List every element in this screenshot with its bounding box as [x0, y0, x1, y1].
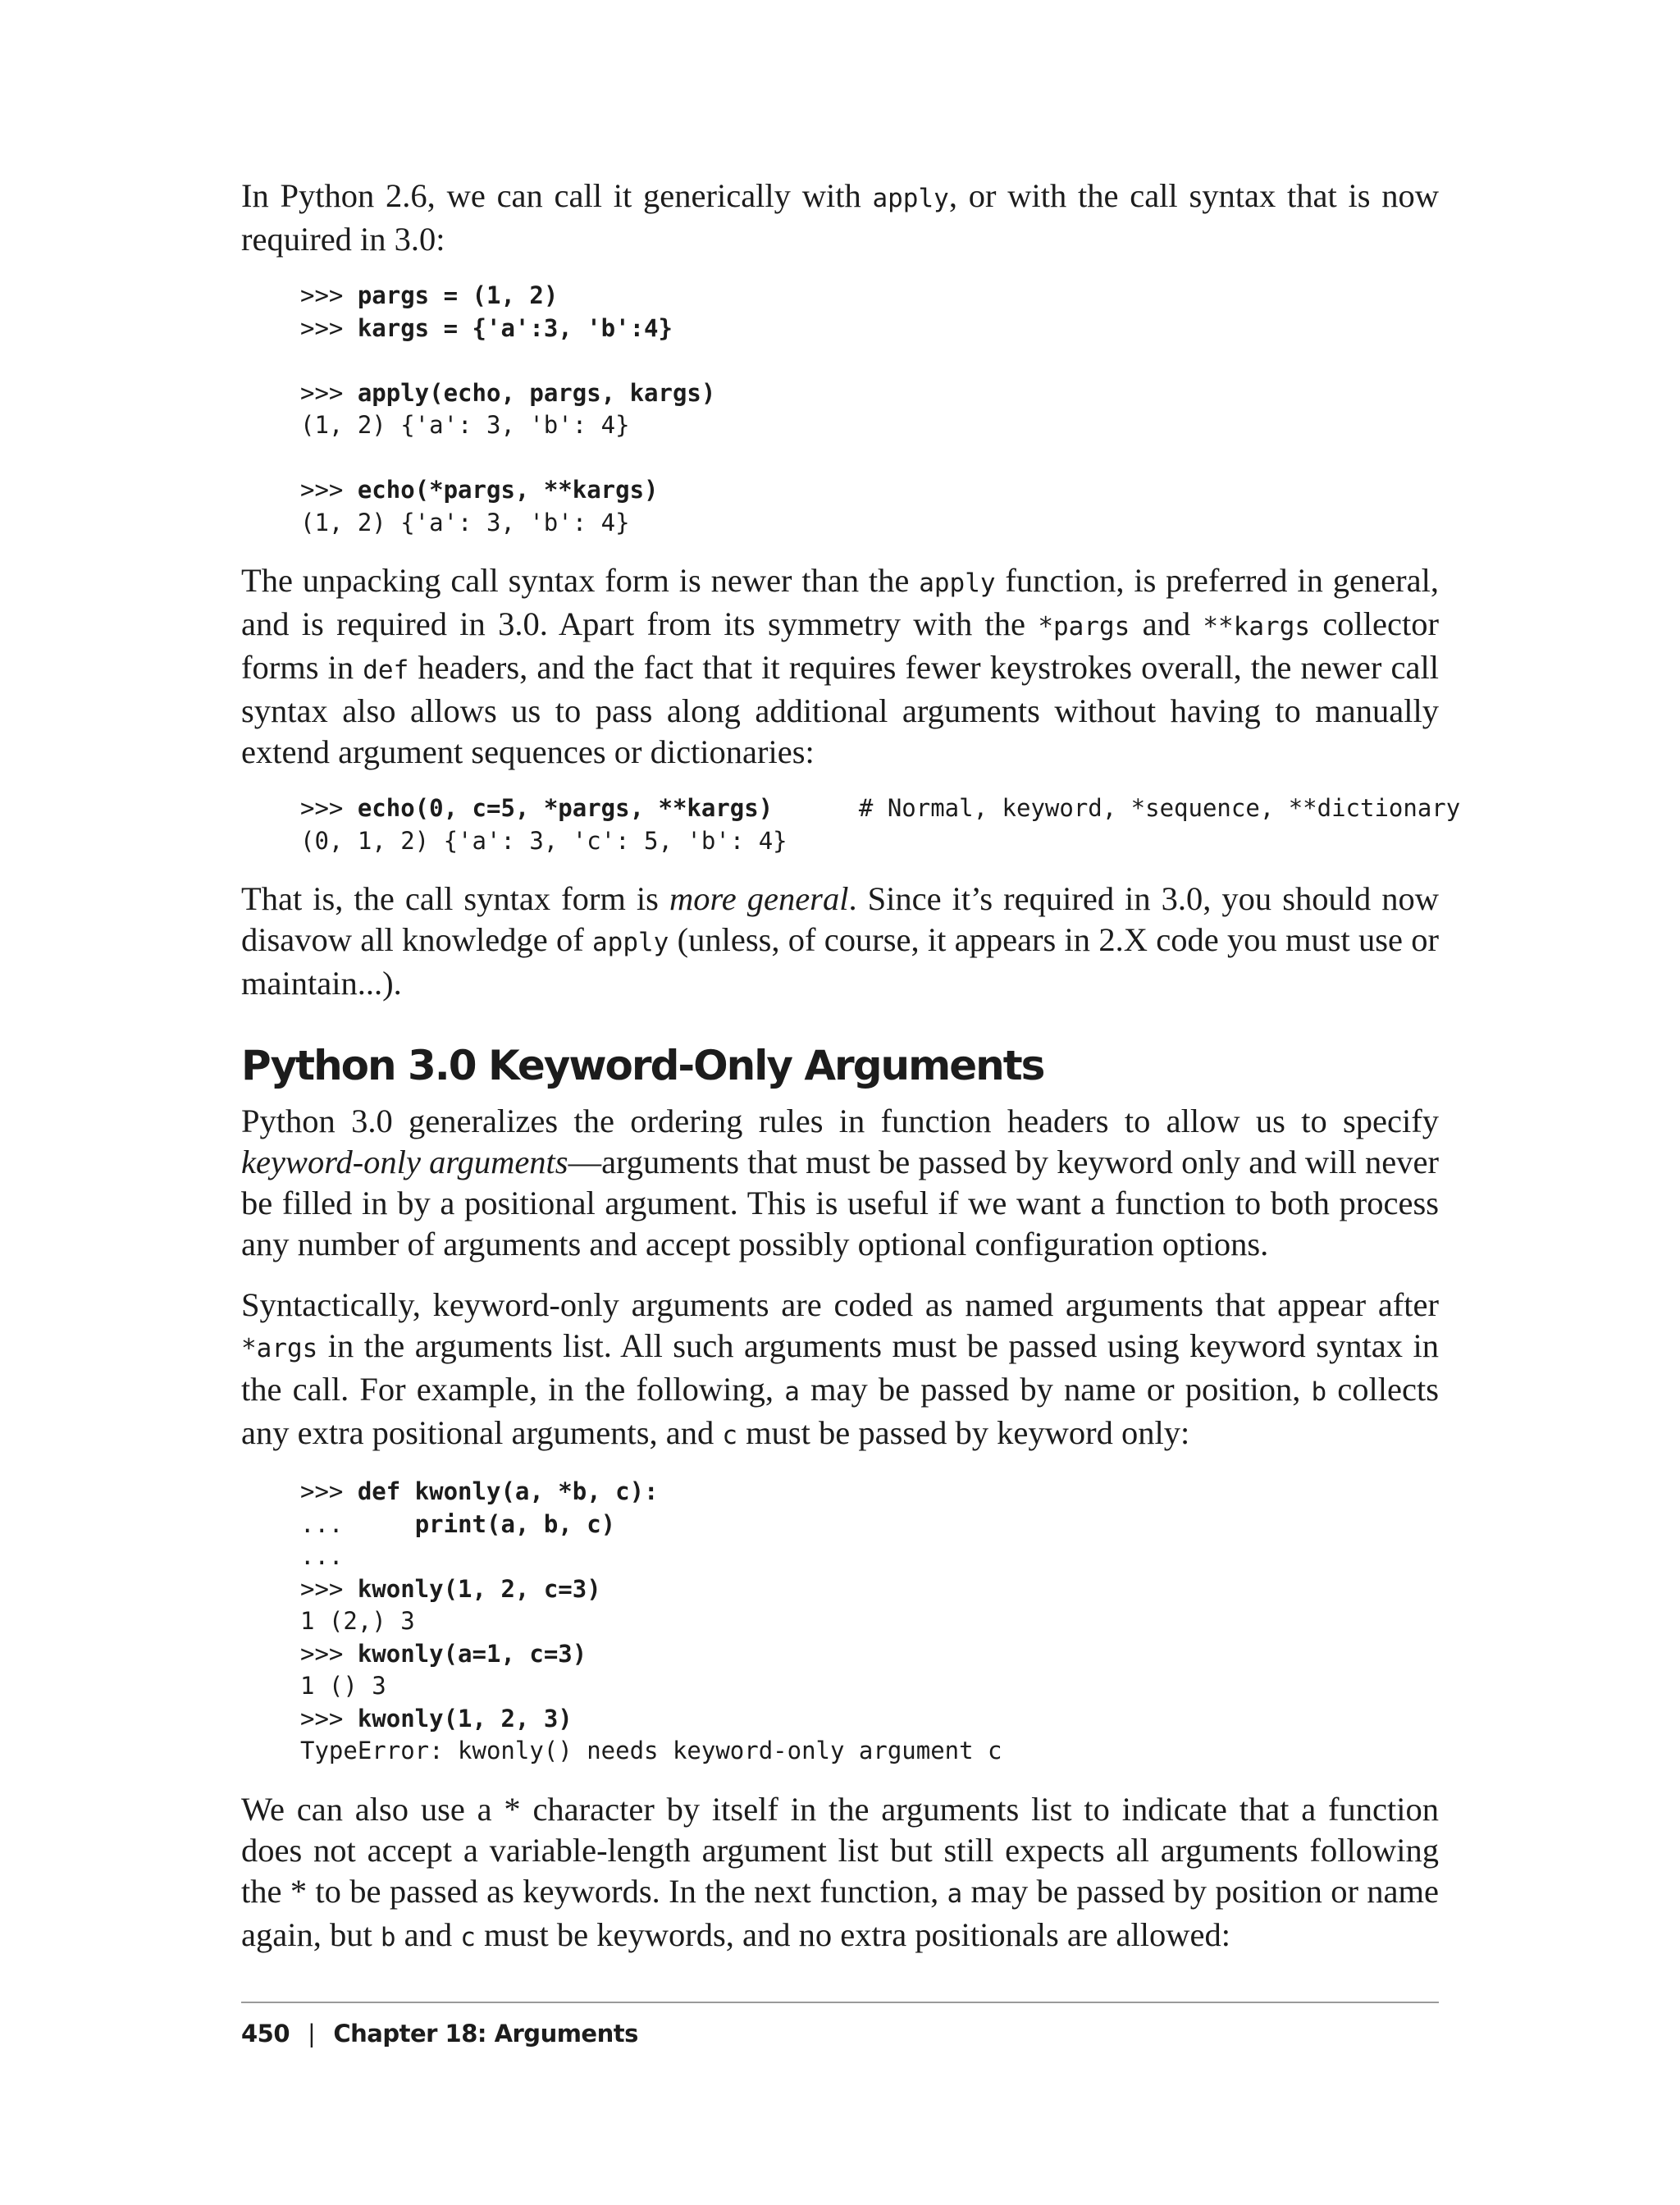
inline-code-c: c — [460, 1922, 476, 1952]
code-line: >>> def kwonly(a, *b, c): — [300, 1477, 659, 1505]
inline-code-kargs: **kargs — [1203, 612, 1311, 641]
inline-code-a: a — [784, 1377, 800, 1407]
emphasis-more-general: more general — [669, 880, 849, 917]
inline-code-b: b — [380, 1922, 396, 1952]
code-output: 1 (2,) 3 — [300, 1607, 415, 1635]
code-line: >>> kwonly(1, 2, 3) — [300, 1704, 573, 1732]
code-output: (1, 2) {'a': 3, 'b': 4} — [300, 411, 630, 439]
section-heading: Python 3.0 Keyword-Only Arguments — [241, 1042, 1044, 1089]
code-line: >>> pargs = (1, 2) — [300, 281, 559, 309]
code-line: >>> kargs = {'a':3, 'b':4} — [300, 313, 673, 342]
inline-code-args: *args — [241, 1334, 318, 1363]
code-output: (0, 1, 2) {'a': 3, 'c': 5, 'b': 4} — [300, 826, 788, 855]
code-block-kwonly — [300, 1476, 1439, 1768]
code-line: ... — [300, 1542, 344, 1570]
chapter-title: Chapter 18: Arguments — [333, 2020, 638, 2048]
inline-code-apply: apply — [919, 568, 996, 598]
inline-code-b: b — [1311, 1377, 1327, 1407]
paragraph-syntax: Syntactically, keyword-only arguments are coded as named arguments that appear after *args in the arguments list. All such arguments must be passed using keyword syntax in the call. For example, in the following, a may be passed by name or position, b collects any extra positional arguments, and c must be passed by keyword only: — [241, 1286, 1439, 1451]
code-line: >>> apply(echo, pargs, kargs) — [300, 378, 716, 407]
code-line: >>> kwonly(a=1, c=3) — [300, 1639, 587, 1668]
code-block-echo — [300, 792, 1461, 857]
code-line: ... print(a, b, c) — [300, 1509, 616, 1538]
code-block-apply — [300, 280, 1439, 539]
code-line: >>> echo(0, c=5, *pargs, **kargs) # Normal, keyword, *sequence, **dictionary — [300, 794, 1461, 822]
code-line: >>> echo(*pargs, **kargs) — [300, 476, 659, 504]
paragraph-more-general: That is, the call syntax form is more general. Since it’s required in 3.0, you should now disavow all knowledge of apply (unless, of course, it appears in 2.X code you must use or maintain...). — [241, 880, 1440, 1002]
footer-separator: | — [308, 2020, 316, 2048]
inline-code-pargs: *pargs — [1038, 612, 1130, 641]
code-output: TypeError: kwonly() needs keyword-only argument c — [300, 1737, 1002, 1764]
inline-code-c: c — [722, 1421, 738, 1450]
inline-code-def: def — [363, 655, 409, 685]
code-line: >>> kwonly(1, 2, c=3) — [300, 1574, 601, 1603]
page-footer — [241, 2020, 638, 2048]
page-content — [241, 176, 1461, 1978]
code-output: (1, 2) {'a': 3, 'b': 4} — [300, 508, 630, 536]
inline-code-apply: apply — [872, 184, 949, 213]
paragraph-apply-intro: In Python 2.6, we can call it generically with apply, or with the call syntax that is now required in 3.0: — [241, 177, 1439, 258]
footer-divider — [241, 2002, 1439, 2003]
page-number: 450 — [241, 2020, 290, 2048]
code-output: 1 () 3 — [300, 1672, 386, 1700]
emphasis-keyword-only: keyword-only arguments — [241, 1144, 568, 1180]
inline-code-a: a — [947, 1879, 963, 1909]
paragraph-star-separator: We can also use a * character by itself in the arguments list to indicate that a function does not accept a variable-length argument list but still expects all arguments following the * to be passed as keywords. In the next function, a may be passed by position or name again, but b and c must be keywords, and no extra positionals are allowed: — [241, 1790, 1439, 1953]
paragraph-unpacking: The unpacking call syntax form is newer than the apply function, is preferred in general, and is required in 3.0. Apart from its symmetry with the *pargs and **kargs collector forms in def headers, and the fact that it requires fewer keystrokes overall, the newer call syntax also allows us to pass along additional arguments without having to manually extend argument sequences or dictionaries: — [241, 562, 1439, 770]
inline-code-apply: apply — [592, 928, 669, 957]
paragraph-keyword-only-intro: Python 3.0 generalizes the ordering rules in function headers to allow us to specify keyword-only arguments—arguments that must be passed by keyword only and will never be filled in by a positional argument. This is useful if we want a function to both process any number of arguments and accept possibly optional configuration options. — [241, 1102, 1439, 1262]
